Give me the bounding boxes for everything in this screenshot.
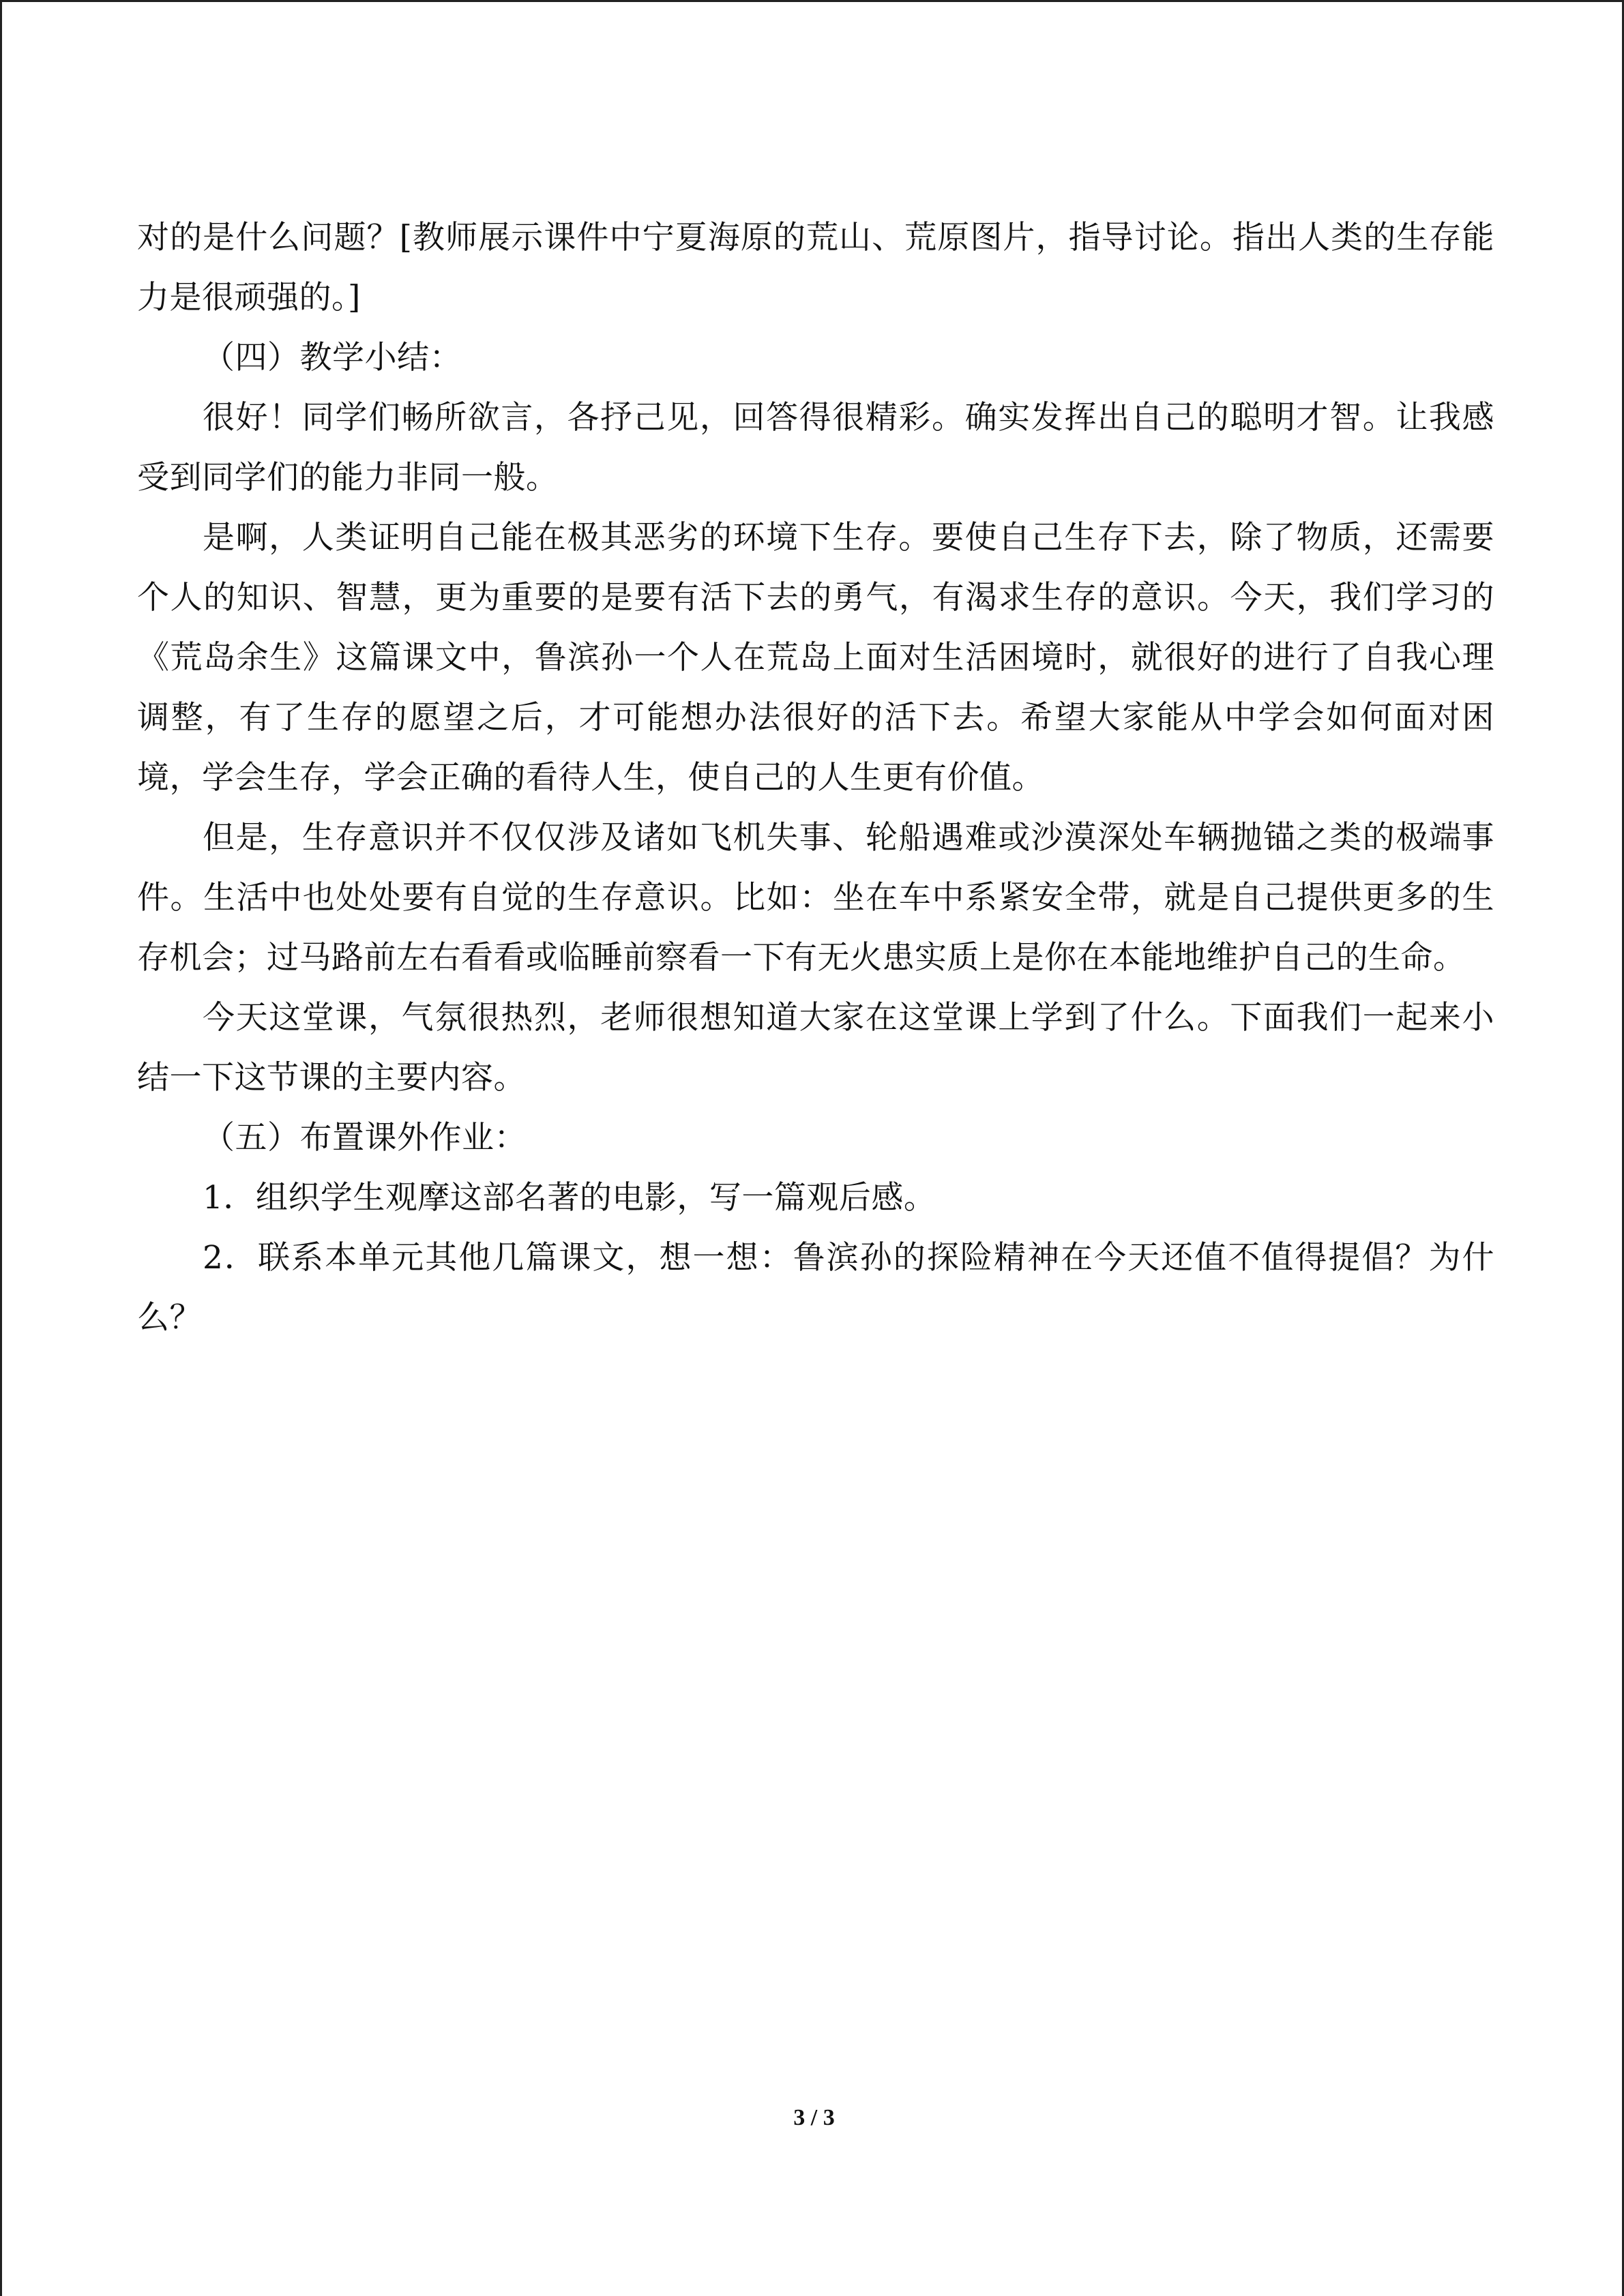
paragraph-survival: 是啊，人类证明自己能在极其恶劣的环境下生存。要使自己生存下去，除了物质，还需要个人的知识、智慧，更为重要的是要有活下去的勇气，有渴求生存的意识。今天，我们学习的《荒岛余生》这篇课文中，鲁滨孙一个人在荒岛上面对生活困境时，就很好的进行了自我心理调整，有了生存的愿望之后，才可能想办法很好的活下去。希望大家能从中学会如何面对困境，学会生存，学会正确的看待人生，使自己的人生更有价值。	[137, 519, 1494, 796]
homework-item-2: 2．联系本单元其他几篇课文，想一想：鲁滨孙的探险精神在今天还值不值得提倡？为什么？	[137, 1239, 1494, 1337]
paragraph-class-summary: 今天这堂课，气氛很热烈，老师很想知道大家在这堂课上学到了什么。下面我们一起来小结一下这节课的主要内容。	[137, 999, 1494, 1097]
section-heading-summary: （四）教学小结：	[203, 339, 462, 376]
document-body	[137, 208, 1494, 1348]
paragraph-continuation: 对的是什么问题？[教师展示课件中宁夏海原的荒山、荒原图片，指导讨论。指出人类的生存能力是很顽强的。]	[137, 219, 1494, 316]
paragraph-awareness: 但是，生存意识并不仅仅涉及诸如飞机失事、轮船遇难或沙漠深处车辆抛锚之类的极端事件。生活中也处处要有自觉的生存意识。比如：坐在车中系紧安全带，就是自己提供更多的生存机会；过马路前左右看看或临睡前察看一下有无火患实质上是你在本能地维护自己的生命。	[137, 819, 1494, 976]
page-number: 3 / 3	[793, 2105, 835, 2130]
section-heading-homework: （五）布置课外作业：	[203, 1119, 527, 1157]
homework-item-1: 1．组织学生观摩这部名著的电影，写一篇观后感。	[203, 1179, 936, 1217]
paragraph-praise: 很好！同学们畅所欲言，各抒己见，回答得很精彩。确实发挥出自己的聪明才智。让我感受到同学们的能力非同一般。	[137, 399, 1494, 496]
